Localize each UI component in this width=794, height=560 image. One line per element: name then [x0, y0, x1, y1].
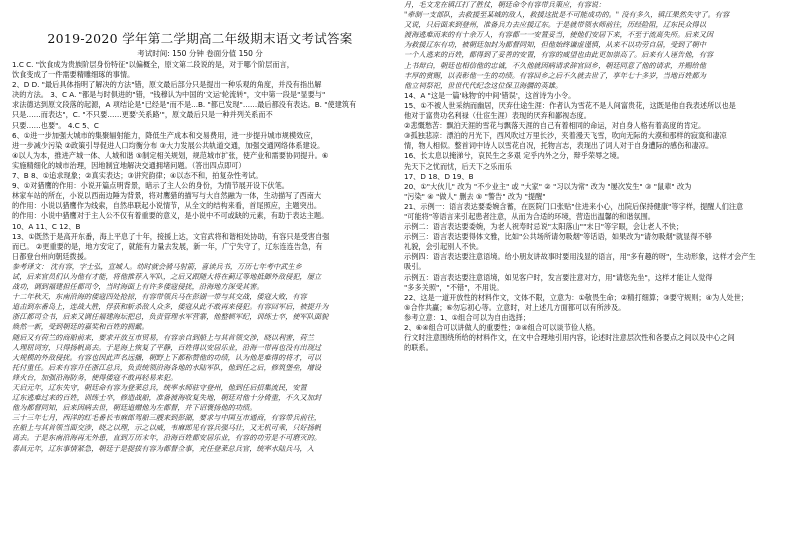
- left-column: [12, 0, 388, 560]
- text-line: 天启元年，辽东失守，朝廷命有容为登莱总兵，统率水师驻守登州，他到任后招集流民，安置: [12, 383, 307, 392]
- text-line: 吸引。: [404, 262, 426, 272]
- text-line: 而已。 ②更重要的是，地方安定了，就能有力量去发展，新一年，广宁失守了，辽东连连告急，有: [12, 241, 323, 251]
- text-line: 托付重任。后来有容升任浙江总兵，负责统领沿海各地的水陆军队，他到任之后，修筑堡垒，增设: [12, 362, 322, 372]
- left-text-block: [12, 60, 388, 454]
- text-line: "多多关照"，"不错"，不用说。: [404, 282, 504, 292]
- text-line: ③孤独悲凉：漂泊的月光下，西风吹过万里长沙，夹着漫天飞雪，吹向无际的大漠和那样的寂寞和凄凉: [404, 131, 727, 141]
- text-line: 烽火台，加强沿海防务，使得倭寇不敢再轻易来犯。: [12, 372, 178, 382]
- text-line: 16、长太息以掩涕兮，哀民生之多艰 定乎内外之分，辩乎荣辱之境。: [404, 151, 624, 161]
- text-line: 礼貌，会引起别人不快。: [404, 242, 484, 252]
- text-line: 参考立意：1、①组合可以为自由选择；: [404, 312, 531, 322]
- text-line: 示例三：语言表达要得体文雅，比如"公共场所请勿吸烟"等话语，如果改为"请勿吸烟"就显得不够: [404, 232, 712, 242]
- text-line: 13、①既然于是高开东番，海上平息了十年，接援上达，文官武将和谐相处协助，有容只是受害自强: [12, 231, 330, 241]
- text-line: 焕然一新，受到朝廷的嘉奖和百姓的拥戴。: [12, 322, 149, 332]
- text-line: "牵制一支部队，去救援至某城的敌人，救援这批是不可能成功的。" 没有多久，镇江果然失守了。有容: [404, 10, 730, 20]
- text-line: 行文时注意围绕所给的材料作文，在文中合理地引用内容，论述时注意层次性和各要点之间以及中心之间: [404, 333, 735, 343]
- document-subtitle: 考试时间: 150 分钟 卷面分值 150 分: [137, 49, 263, 58]
- text-line: 只要……也要"。 4.C 5、C: [12, 120, 99, 130]
- text-line: 决的方法。 3、C A. "都是与时俱进的"错，"钱穆认为中国的'文运'轮流转"，文中第一段是"显要与": [12, 90, 326, 100]
- text-line: 示例二：语言表达要委婉，为老人祝寿时忌说"太阳落山""末日"等字眼，会让老人不快；: [404, 222, 684, 232]
- text-line: 追击到东番岛上，连战大胜，俘获和斩杀敌人众多，倭寇从此不敢再来侵犯。有容回军后，被提升为: [12, 302, 329, 312]
- text-line: ④以人为本，推进产城一体、人城和谐 ⑤制定相关规划，规范城市扩张，使产业和需要协同提升。⑥: [12, 150, 329, 160]
- text-line: 只是……而表达"，C. "不只要……更要'关系路'"，原文最后只是一种并列关系而不: [12, 110, 273, 120]
- text-line: 6、①进一步加强大城市的集聚辐射能力，降低生产成本和交易费用，进一步提升城市规模效应，: [12, 130, 318, 140]
- text-line: 2、⑥④组合可以讲做人的重要性；③④组合可以谈节俭人格。: [404, 323, 600, 332]
- text-line: 9、①对猎鹰的作用：小说开篇点明背景，暗示了主人公的身份，为情节展开设下伏笔。: [12, 181, 289, 191]
- text-line: 渡海逃难而来的有十余万人，有容都一一安置妥当，使他们安居下来，不至于流离失所。后来又因: [404, 30, 714, 40]
- text-line: 示例四：语言表达要注意语境。给小朋友讲故事时要用浅显的语言，用"多有趣的呀"，生动形象，这样才会产生: [404, 252, 756, 262]
- text-line: 战功，调到福建担任都司令，当时海面上有许多倭寇侵扰，沿海地方深受其害。: [12, 282, 264, 292]
- text-line: 情，物人相似。整首词中诗人以雪花自况，托物言志，表现出了词人对于自身遭际的感伤和凄凉。: [404, 141, 714, 151]
- text-line: 他对于富贵功名利禄（仕宦生涯）表现的厌弃和鄙视态度。: [404, 111, 591, 121]
- text-line: 的作用：小说中猎鹰对于主人公不仅有着重要的意义，是小说中不可或缺的元素，有助于表达主题。: [12, 211, 329, 221]
- text-line: 他为都督同知，后来因病去世，朝廷追赠他为左都督，并下诏褒扬他的功绩。: [12, 403, 257, 413]
- text-line: 随后又有荷兰的商船前来，要求开放互市贸易，有容亲自到船上与其首领交涉，晓以利害，荷兰: [12, 332, 314, 342]
- right-column: [404, 0, 784, 560]
- text-line: 饮食变成了一件需要精雕细琢的事情。: [12, 70, 135, 80]
- text-line: 又说，只后面来到登州，准备兵力去应援辽东。于是就带领水师前往，历经险阻，辽东民众得以: [404, 20, 706, 30]
- text-line: 一个人逃来的百姓，都得到了妥善的安置，有容的威望也由此更加崇高了。后来有人诬告他，有容: [404, 50, 714, 60]
- text-line: 他立祠祭祀，世世代代纪念这位保卫海疆的英雄。: [404, 80, 563, 90]
- text-line: 22、这是一道开放性的材料作文，文体不限，立意为：①敬畏生命；②精打细算；③要守规则；④为人处世；: [404, 292, 748, 302]
- text-line: 进一步减少污染 ②政策引导促进人口均衡分布 ③大力发展公共轨道交通，加强交通网络体系建设。: [12, 140, 325, 150]
- text-line: 为救援辽东有功，被朝廷加封为都督同知，但他始终谦虚谨慎，从来不以功劳自居，受到了朝中: [404, 40, 706, 50]
- text-line: 7、B 8、①追求现象；②真实表达；③讲究韵律；④以态不和，拍复杂性考试。: [12, 171, 263, 181]
- text-line: 日都登台州向朝廷拨援。: [12, 251, 92, 261]
- text-line: 10、A 11、C 12、B: [12, 221, 81, 231]
- text-line: 17、D 18、D 19、B: [404, 171, 474, 181]
- text-line: 14、A "这是一篇'咏物'的中间'错误'，这首诗为小令。: [404, 90, 576, 100]
- text-line: 20、①"大伙儿" 改为 "不少业主" 或 "大家" ② "习以为常" 改为 "屡次发生" ③ "鼠辈" 改为: [404, 181, 692, 191]
- text-line: 十二年秋天，东南沿海的倭寇四处抢掠，有容带领兵马在彭湖一带与其交战，倭寇大败，有容: [12, 292, 307, 302]
- text-line: ②悲慨愁苦：飘泊天涯的雪花与飘落天涯的自己有着相同的命运，对自身人格有着高度的肯定。: [404, 121, 706, 131]
- text-line: 人理屈词穷，只得扬帆离去。于是海上恢复了平静，百姓得以安居乐业，沿海一带再也没有出现过: [12, 342, 322, 352]
- text-line: 的联系。: [404, 343, 433, 353]
- text-line: 在船上与其首领当面交涉，晓之以理，示之以威，韦麻郎见有容兵强马壮，又无机可乘，只好扬帆: [12, 423, 322, 433]
- text-line: 离去。于是东南沿海再无外患，直到万历末年，沿海百姓都安居乐业，有容的功劳是不可磨灭的。: [12, 433, 322, 443]
- text-line: ⑤合作共赢；⑥勿忘初心等。立意时，对上述几方面都可以有所涉及。: [404, 302, 626, 312]
- text-line: 三十三年七月，西洋的红毛番长韦麻郎驾船三艘来到彭湖，要求与中国互市通商，有容带兵前往，: [12, 413, 322, 423]
- text-line: 2、D D. "最后具体指明了解决的方法"错，原文最后部分只是提出一种乐观的角度，并没有指出解: [12, 80, 322, 90]
- text-line: 的作用：小说以猎鹰作为线索，自然串联起小说情节，从全文的结构来看，首尾照应，主题突出。: [12, 201, 322, 211]
- text-line: 泰昌元年，辽东事情紧急，朝廷于是提拔有容为都督佥事，充任登莱总兵官，统率水陆兵马，入: [12, 443, 314, 453]
- text-line: 试，后来官员们认为他有才能，将他推荐入军队，之后又跟随大将在蓟辽等地抵御外敌侵犯，屡立: [12, 271, 322, 281]
- text-line: "污染" ④ "做人" 删去 ⑤ "警告" 改为 "提醒": [404, 191, 546, 201]
- text-line: 求法德达到原文段落的起源，A 项结论是"已经是"而不是...B. "都已发现"……最后都没有表达。B. "使建筑有: [12, 100, 357, 110]
- text-line: 参考译文： 沈有容，字士弘，宣城人。幼时就会骑马射箭，喜读兵书，万历七年考中武生乡: [12, 261, 302, 271]
- text-line: 大规模的外敌侵扰。有容也因此声名远播，朝野上下都称赞他的功绩，认为他是难得的将才，可以: [12, 352, 322, 362]
- text-line: 先天下之忧而忧，后天下之乐而乐: [404, 161, 512, 171]
- text-line: 示例五：语言表达要注意语境，如见客户时，发言要注意对方，用"请您先坐"，这样才能让人觉得: [404, 272, 713, 282]
- text-line: 林家车站的所在，小说以西南边陲为背景，将对鹰猎的描写与大自然融为一体，生动描写了西南大: [12, 191, 322, 201]
- text-line: 21、示例一：语言表达要委婉含蓄，在医院门口张贴"住进来小心，出院后保持健康"等字样，提醒人们注意: [404, 201, 744, 211]
- text-line: 浙江都司佥书，后来又调任福建海坛把总，负责管理水军营寨，他整顿军纪，训练士卒，使军队面貌: [12, 312, 329, 322]
- text-line: 实施精细化的城市治理，因地制宜地解决交通拥堵问题。（答出四点即可）: [12, 160, 246, 170]
- text-line: 上书辩白，朝廷也相信他的忠诚，不久他就因病请求辞官回乡，朝廷同意了他的请求，并赐给他: [404, 60, 706, 70]
- text-line: 月，毛文龙在镇江打了胜仗，朝廷命令有容带兵策应，有容说：: [404, 0, 606, 9]
- text-line: 辽东逃难过来的百姓，训练士卒，修造战船，准备渡海收复失地，朝廷对他十分倚重，不久又加封: [12, 393, 322, 403]
- text-line: 丰厚的赏赐，以表彰他一生的功绩。有容回乡之后不久就去世了，享年七十多岁，当地百姓都为: [404, 70, 706, 80]
- right-text-block: [404, 0, 784, 353]
- text-line: "可能将"等语言来引起患者注意，从而为合适的环境，营造出温馨的和谐氛围。: [404, 211, 655, 221]
- document-title: 2019-2020 学年第二学期高二年级期末语文考试答案: [47, 31, 353, 46]
- text-line: 1.C C. "饮食成为贵族阶层身份特征"以偏概全，原文第二段说的是，对于哪个阶层而言，: [12, 60, 294, 69]
- text-line: 15、①不被人世采纳而幽居，厌弃仕途生涯：作者认为雪花不是人间富贵花，这既是他自我表述所以也是: [404, 100, 736, 110]
